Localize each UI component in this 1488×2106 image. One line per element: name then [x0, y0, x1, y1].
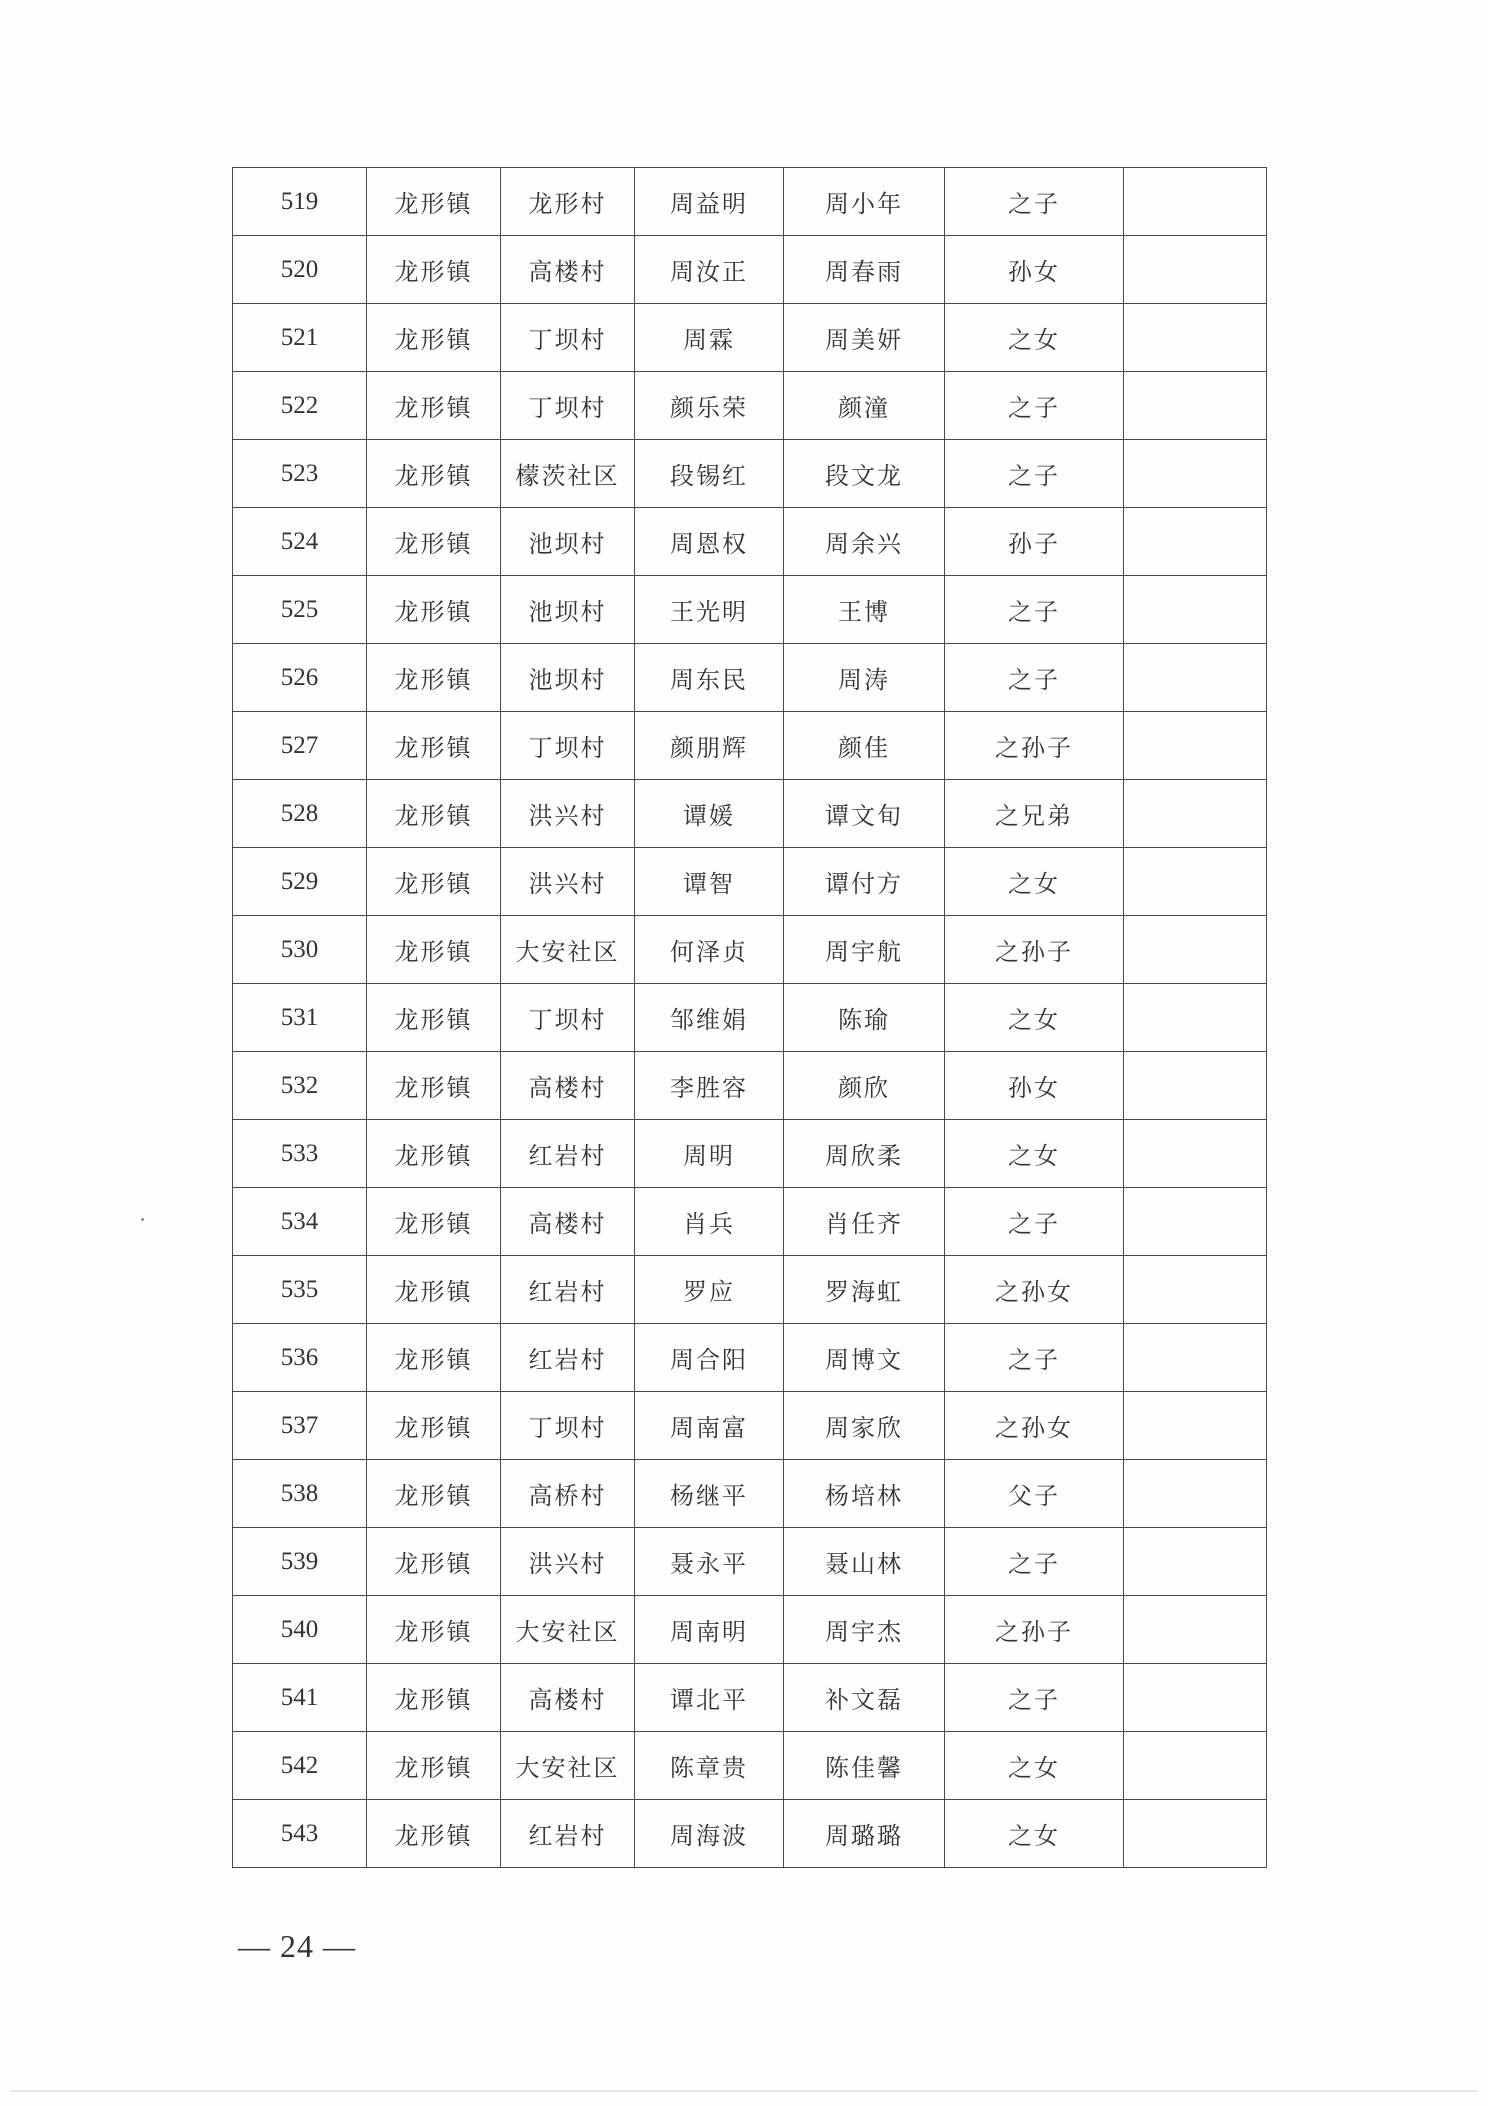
cell-remark — [1124, 1664, 1267, 1732]
table-row — [233, 780, 1267, 848]
table-row — [233, 1188, 1267, 1256]
cell-relation: 孙子 — [945, 508, 1124, 576]
cell-number: 538 — [233, 1460, 367, 1528]
table-row — [233, 1800, 1267, 1868]
cell-village: 丁坝村 — [501, 372, 635, 440]
cell-village: 红岩村 — [501, 1324, 635, 1392]
cell-number: 528 — [233, 780, 367, 848]
cell-town: 龙形镇 — [367, 1188, 501, 1256]
table-row — [233, 1052, 1267, 1120]
cell-town: 龙形镇 — [367, 304, 501, 372]
cell-number: 539 — [233, 1528, 367, 1596]
table-row — [233, 916, 1267, 984]
cell-relative-name: 段文龙 — [784, 440, 945, 508]
cell-number: 534 — [233, 1188, 367, 1256]
cell-village: 高楼村 — [501, 236, 635, 304]
cell-name: 周明 — [635, 1120, 784, 1188]
cell-village: 洪兴村 — [501, 1528, 635, 1596]
cell-remark — [1124, 644, 1267, 712]
cell-town: 龙形镇 — [367, 1528, 501, 1596]
cell-remark — [1124, 372, 1267, 440]
cell-number: 531 — [233, 984, 367, 1052]
cell-relation: 之子 — [945, 372, 1124, 440]
cell-number: 535 — [233, 1256, 367, 1324]
cell-remark — [1124, 304, 1267, 372]
cell-remark — [1124, 168, 1267, 236]
cell-relation: 之女 — [945, 1732, 1124, 1800]
cell-village: 红岩村 — [501, 1120, 635, 1188]
cell-village: 池坝村 — [501, 576, 635, 644]
cell-name: 周汝正 — [635, 236, 784, 304]
cell-town: 龙形镇 — [367, 712, 501, 780]
cell-relative-name: 谭付方 — [784, 848, 945, 916]
cell-town: 龙形镇 — [367, 1596, 501, 1664]
cell-village: 洪兴村 — [501, 780, 635, 848]
cell-relation: 之孙女 — [945, 1256, 1124, 1324]
cell-relation: 之子 — [945, 644, 1124, 712]
cell-remark — [1124, 1596, 1267, 1664]
cell-town: 龙形镇 — [367, 1664, 501, 1732]
cell-remark — [1124, 1052, 1267, 1120]
cell-relative-name: 颜欣 — [784, 1052, 945, 1120]
table-row — [233, 984, 1267, 1052]
cell-relation: 孙女 — [945, 236, 1124, 304]
table-row — [233, 1460, 1267, 1528]
cell-relation: 之孙子 — [945, 712, 1124, 780]
table-row — [233, 236, 1267, 304]
table-row — [233, 1732, 1267, 1800]
cell-name: 李胜容 — [635, 1052, 784, 1120]
cell-number: 526 — [233, 644, 367, 712]
cell-town: 龙形镇 — [367, 1256, 501, 1324]
cell-number: 520 — [233, 236, 367, 304]
table-row — [233, 1528, 1267, 1596]
cell-relative-name: 周璐璐 — [784, 1800, 945, 1868]
cell-name: 谭智 — [635, 848, 784, 916]
cell-relative-name: 谭文旬 — [784, 780, 945, 848]
cell-name: 周恩权 — [635, 508, 784, 576]
cell-name: 何泽贞 — [635, 916, 784, 984]
table-row — [233, 1120, 1267, 1188]
cell-remark — [1124, 1256, 1267, 1324]
cell-relation: 之孙子 — [945, 916, 1124, 984]
cell-name: 王光明 — [635, 576, 784, 644]
cell-town: 龙形镇 — [367, 372, 501, 440]
cell-name: 周东民 — [635, 644, 784, 712]
cell-name: 陈章贵 — [635, 1732, 784, 1800]
cell-name: 周合阳 — [635, 1324, 784, 1392]
table-row — [233, 712, 1267, 780]
cell-relative-name: 周宇杰 — [784, 1596, 945, 1664]
cell-relative-name: 周小年 — [784, 168, 945, 236]
cell-number: 533 — [233, 1120, 367, 1188]
cell-town: 龙形镇 — [367, 1800, 501, 1868]
cell-relation: 之兄弟 — [945, 780, 1124, 848]
table-row — [233, 1596, 1267, 1664]
cell-relative-name: 杨培林 — [784, 1460, 945, 1528]
table-row — [233, 576, 1267, 644]
cell-remark — [1124, 1800, 1267, 1868]
cell-remark — [1124, 440, 1267, 508]
cell-relation: 之孙女 — [945, 1392, 1124, 1460]
scan-speck — [141, 1218, 144, 1221]
table-row — [233, 1256, 1267, 1324]
cell-relative-name: 周涛 — [784, 644, 945, 712]
cell-village: 丁坝村 — [501, 712, 635, 780]
cell-number: 524 — [233, 508, 367, 576]
cell-village: 红岩村 — [501, 1256, 635, 1324]
cell-relation: 之女 — [945, 1120, 1124, 1188]
cell-village: 大安社区 — [501, 1732, 635, 1800]
record-table — [232, 167, 1267, 1868]
cell-village: 高楼村 — [501, 1664, 635, 1732]
cell-town: 龙形镇 — [367, 984, 501, 1052]
cell-relative-name: 周余兴 — [784, 508, 945, 576]
cell-village: 丁坝村 — [501, 1392, 635, 1460]
table-row — [233, 168, 1267, 236]
table-row — [233, 1664, 1267, 1732]
cell-village: 池坝村 — [501, 508, 635, 576]
cell-village: 洪兴村 — [501, 848, 635, 916]
cell-village: 大安社区 — [501, 1596, 635, 1664]
cell-remark — [1124, 236, 1267, 304]
table-row — [233, 644, 1267, 712]
cell-remark — [1124, 1120, 1267, 1188]
cell-relation: 之女 — [945, 984, 1124, 1052]
cell-town: 龙形镇 — [367, 236, 501, 304]
cell-remark — [1124, 1460, 1267, 1528]
cell-name: 颜朋辉 — [635, 712, 784, 780]
cell-relation: 孙女 — [945, 1052, 1124, 1120]
cell-remark — [1124, 1732, 1267, 1800]
table-body — [233, 168, 1267, 1868]
cell-village: 池坝村 — [501, 644, 635, 712]
cell-name: 肖兵 — [635, 1188, 784, 1256]
cell-relation: 之女 — [945, 304, 1124, 372]
cell-number: 522 — [233, 372, 367, 440]
cell-town: 龙形镇 — [367, 576, 501, 644]
cell-number: 523 — [233, 440, 367, 508]
cell-name: 周南明 — [635, 1596, 784, 1664]
cell-relation: 父子 — [945, 1460, 1124, 1528]
cell-relative-name: 聂山林 — [784, 1528, 945, 1596]
cell-relation: 之子 — [945, 1664, 1124, 1732]
cell-number: 537 — [233, 1392, 367, 1460]
cell-town: 龙形镇 — [367, 1324, 501, 1392]
cell-village: 高楼村 — [501, 1188, 635, 1256]
cell-relative-name: 颜潼 — [784, 372, 945, 440]
cell-town: 龙形镇 — [367, 1120, 501, 1188]
page-number: — 24 — — [238, 1928, 356, 1964]
cell-number: 536 — [233, 1324, 367, 1392]
cell-name: 周益明 — [635, 168, 784, 236]
cell-relation: 之子 — [945, 168, 1124, 236]
cell-name: 段锡红 — [635, 440, 784, 508]
cell-remark — [1124, 984, 1267, 1052]
cell-relation: 之子 — [945, 576, 1124, 644]
cell-relative-name: 周宇航 — [784, 916, 945, 984]
cell-name: 邹维娟 — [635, 984, 784, 1052]
cell-name: 周霖 — [635, 304, 784, 372]
cell-name: 谭北平 — [635, 1664, 784, 1732]
cell-town: 龙形镇 — [367, 1052, 501, 1120]
cell-name: 周南富 — [635, 1392, 784, 1460]
table-row — [233, 508, 1267, 576]
cell-remark — [1124, 1324, 1267, 1392]
cell-relative-name: 周春雨 — [784, 236, 945, 304]
cell-relation: 之子 — [945, 1324, 1124, 1392]
cell-remark — [1124, 576, 1267, 644]
cell-remark — [1124, 780, 1267, 848]
cell-number: 530 — [233, 916, 367, 984]
cell-relation: 之子 — [945, 1528, 1124, 1596]
cell-town: 龙形镇 — [367, 440, 501, 508]
cell-relative-name: 罗海虹 — [784, 1256, 945, 1324]
table-row — [233, 848, 1267, 916]
cell-name: 聂永平 — [635, 1528, 784, 1596]
cell-name: 杨继平 — [635, 1460, 784, 1528]
cell-town: 龙形镇 — [367, 1732, 501, 1800]
table-row — [233, 440, 1267, 508]
cell-village: 高楼村 — [501, 1052, 635, 1120]
cell-number: 521 — [233, 304, 367, 372]
table-row — [233, 304, 1267, 372]
cell-remark — [1124, 916, 1267, 984]
cell-town: 龙形镇 — [367, 644, 501, 712]
cell-village: 红岩村 — [501, 1800, 635, 1868]
table-row — [233, 1324, 1267, 1392]
cell-remark — [1124, 1392, 1267, 1460]
cell-town: 龙形镇 — [367, 848, 501, 916]
cell-relative-name: 周家欣 — [784, 1392, 945, 1460]
cell-number: 541 — [233, 1664, 367, 1732]
cell-relative-name: 陈佳馨 — [784, 1732, 945, 1800]
cell-village: 檬茨社区 — [501, 440, 635, 508]
cell-relation: 之孙子 — [945, 1596, 1124, 1664]
cell-number: 527 — [233, 712, 367, 780]
cell-town: 龙形镇 — [367, 916, 501, 984]
cell-relative-name: 王博 — [784, 576, 945, 644]
cell-relation: 之女 — [945, 1800, 1124, 1868]
cell-relation: 之女 — [945, 848, 1124, 916]
cell-number: 542 — [233, 1732, 367, 1800]
cell-relative-name: 周欣柔 — [784, 1120, 945, 1188]
table-row — [233, 372, 1267, 440]
cell-relative-name: 周美妍 — [784, 304, 945, 372]
cell-number: 540 — [233, 1596, 367, 1664]
cell-town: 龙形镇 — [367, 508, 501, 576]
cell-village: 丁坝村 — [501, 984, 635, 1052]
cell-name: 颜乐荣 — [635, 372, 784, 440]
cell-town: 龙形镇 — [367, 1460, 501, 1528]
cell-number: 532 — [233, 1052, 367, 1120]
cell-relative-name: 补文磊 — [784, 1664, 945, 1732]
cell-relative-name: 周博文 — [784, 1324, 945, 1392]
cell-relative-name: 颜佳 — [784, 712, 945, 780]
cell-relative-name: 陈瑜 — [784, 984, 945, 1052]
cell-name: 谭媛 — [635, 780, 784, 848]
cell-relation: 之子 — [945, 440, 1124, 508]
cell-village: 丁坝村 — [501, 304, 635, 372]
cell-name: 罗应 — [635, 1256, 784, 1324]
cell-remark — [1124, 1528, 1267, 1596]
cell-name: 周海波 — [635, 1800, 784, 1868]
cell-remark — [1124, 1188, 1267, 1256]
cell-relative-name: 肖任齐 — [784, 1188, 945, 1256]
cell-town: 龙形镇 — [367, 780, 501, 848]
cell-town: 龙形镇 — [367, 168, 501, 236]
cell-remark — [1124, 712, 1267, 780]
cell-remark — [1124, 508, 1267, 576]
scan-edge-line — [10, 2090, 1478, 2092]
cell-number: 543 — [233, 1800, 367, 1868]
table-row — [233, 1392, 1267, 1460]
cell-town: 龙形镇 — [367, 1392, 501, 1460]
cell-village: 龙形村 — [501, 168, 635, 236]
cell-village: 高桥村 — [501, 1460, 635, 1528]
cell-number: 519 — [233, 168, 367, 236]
cell-remark — [1124, 848, 1267, 916]
cell-relation: 之子 — [945, 1188, 1124, 1256]
cell-number: 529 — [233, 848, 367, 916]
cell-village: 大安社区 — [501, 916, 635, 984]
cell-number: 525 — [233, 576, 367, 644]
